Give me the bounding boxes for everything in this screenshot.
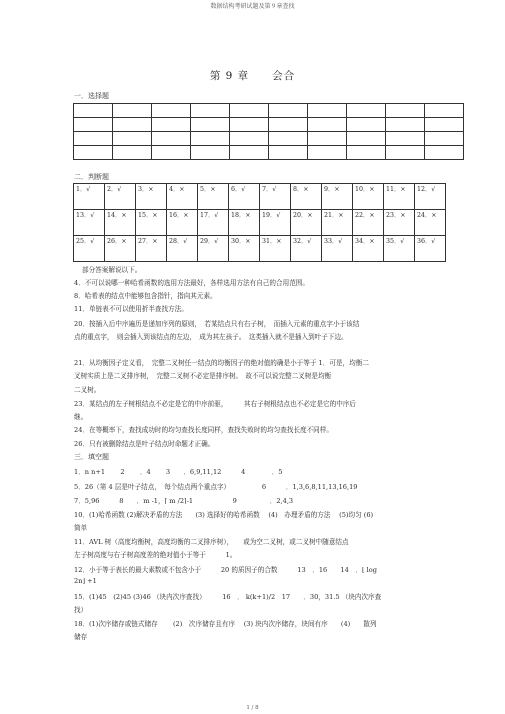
text-line: 二叉树。 — [74, 386, 101, 394]
judge-cell: 4．× — [167, 184, 198, 210]
text-line: 2n⌋ +1 — [74, 577, 97, 585]
section-choice-heading: 一．选择题 — [74, 92, 109, 100]
page-header: 数据结构考研试题及第９章查找 — [210, 3, 295, 10]
text-line: 21．从均衡因子定义看， 完整二叉树任一结点的均衡因子的绝对值的确是小于等于 1．可是，均衡二 — [74, 359, 369, 367]
judge-cell: 30．× — [229, 236, 260, 262]
text-line: 简单 — [74, 524, 88, 532]
text-line: 4．不可以说哪一种哈希函数的选用方法最好，各样选用方法有自己的合用范围。 — [74, 279, 309, 287]
judge-answer-table — [73, 183, 446, 262]
judge-cell: 8．× — [291, 184, 322, 210]
text-line: 23．某结点的左子树根结点不必定是它的中序前驱， 其右子树根结点也不必定是它的中序后 — [74, 400, 357, 408]
text-line: 8．哈希表的结点中能够包含指针，指向其元素。 — [74, 292, 217, 300]
text-line: 储存 — [74, 633, 88, 641]
judge-cell: 34．× — [353, 236, 384, 262]
judge-cell: 33．√ — [322, 236, 353, 262]
text-line: 找） — [74, 606, 88, 614]
text-line: 点的重点字， 则会插入到该结点的左边， 成为其左孩子。 这类插入就不是插入到叶子下边。 — [74, 333, 348, 341]
judge-cell: 16．× — [167, 210, 198, 236]
judge-cell: 31．× — [260, 236, 291, 262]
judge-cell: 27．× — [136, 236, 167, 262]
text-line: 11．AVL 树（高度均衡树，高度均衡的二叉排序树）， 或为空二叉树，或二叉树中随意结点 — [74, 538, 349, 546]
judge-row — [74, 184, 446, 210]
judge-cell: 12．√ — [415, 184, 446, 210]
judge-row — [74, 210, 446, 236]
chapter-title: 第 9 章 会合 — [209, 70, 296, 82]
text-line: 15．(1)45 (2)45 (3)46 （块内次序查找） 16 ． k(k+1)/2 17 ．30，31.5 （块内次序查 — [74, 593, 382, 601]
judge-cell: 36．√ — [415, 236, 446, 262]
judge-cell: 25．√ — [74, 236, 105, 262]
judge-cell: 7．√ — [260, 184, 291, 210]
judge-cell: 26．× — [105, 236, 136, 262]
judge-cell: 2．√ — [105, 184, 136, 210]
text-line: 部分答案解说以下。 — [82, 266, 142, 274]
text-line: 1．n n+1 2 ．4 3 ．6,9,11,12 4 ．5 — [74, 468, 283, 476]
choice-answer-table — [73, 103, 464, 160]
judge-cell: 20．× — [291, 210, 322, 236]
text-line: 18．(1)次序储存或链式储存 (2) 次序储存且有序 (3) 块内次序储存，块间有序 (4) 散列 — [74, 620, 377, 628]
section-fill-heading: 三．填空题 — [74, 453, 109, 461]
text-line: 5．26（第 4 层是叶子结点， 每个结点两个重点字） 6 ．1,3,6,8,11,13,16,19 — [74, 483, 358, 491]
text-line: 10．(1)哈希函数 (2)解决矛盾的方法 (3) 选择好的哈希函数 (4) 办理矛盾的方法 (5)均匀 (6) — [74, 511, 374, 519]
page-number: 1 / 8 — [246, 705, 259, 711]
judge-cell: 6．√ — [229, 184, 260, 210]
judge-cell: 11．× — [384, 184, 415, 210]
judge-cell: 13．√ — [74, 210, 105, 236]
judge-cell: 18．× — [229, 210, 260, 236]
judge-cell: 22．× — [353, 210, 384, 236]
judge-cell: 5．× — [198, 184, 229, 210]
judge-cell: 35．√ — [384, 236, 415, 262]
text-line: 11．单链表不可以使用折半查找方法。 — [74, 305, 188, 313]
text-line: 24．在等概率下，查找成功时的均匀查找长度同样，查找失败时的均匀查找长度不同样。 — [74, 426, 333, 434]
judge-cell: 3．× — [136, 184, 167, 210]
text-line: 继。 — [74, 413, 88, 421]
text-line: 7．5,96 8 ．m -1，⌈ m /2⌉-1 9 ．2,4,3 — [74, 497, 294, 505]
judge-cell: 1．√ — [74, 184, 105, 210]
judge-cell: 24．× — [415, 210, 446, 236]
judge-cell: 14．× — [105, 210, 136, 236]
judge-cell: 15．× — [136, 210, 167, 236]
judge-cell: 29．√ — [198, 236, 229, 262]
judge-cell: 10．× — [353, 184, 384, 210]
judge-cell: 23．× — [384, 210, 415, 236]
text-line: 26．只有被删除结点是叶子结点时命题才正确。 — [74, 440, 215, 448]
text-line: 左子树高度与右子树高度差的绝对值小于等于 1。 — [74, 551, 237, 559]
judge-row — [74, 236, 446, 262]
judge-cell: 17．√ — [198, 210, 229, 236]
judge-cell: 32．√ — [291, 236, 322, 262]
text-line: 20．按插入后中序遍历是递加序列的原则， 若某结点只有右子树， 而插入元素的重点字小于该结 — [74, 320, 360, 328]
section-judge-heading: 二．判断题 — [74, 173, 109, 181]
judge-cell: 19．√ — [260, 210, 291, 236]
judge-cell: 28．√ — [167, 236, 198, 262]
judge-cell: 9．× — [322, 184, 353, 210]
judge-cell: 21．× — [322, 210, 353, 236]
text-line: 12．小于等于表长的最大素数或不包含小于 20 的质因子的合数 13 ．16 14 ．⌊ log — [74, 566, 377, 574]
text-line: 叉树实质上是二叉排序树， 完整二叉树不必定是排序树。 故不可以说完整二叉树是均衡 — [74, 372, 332, 380]
